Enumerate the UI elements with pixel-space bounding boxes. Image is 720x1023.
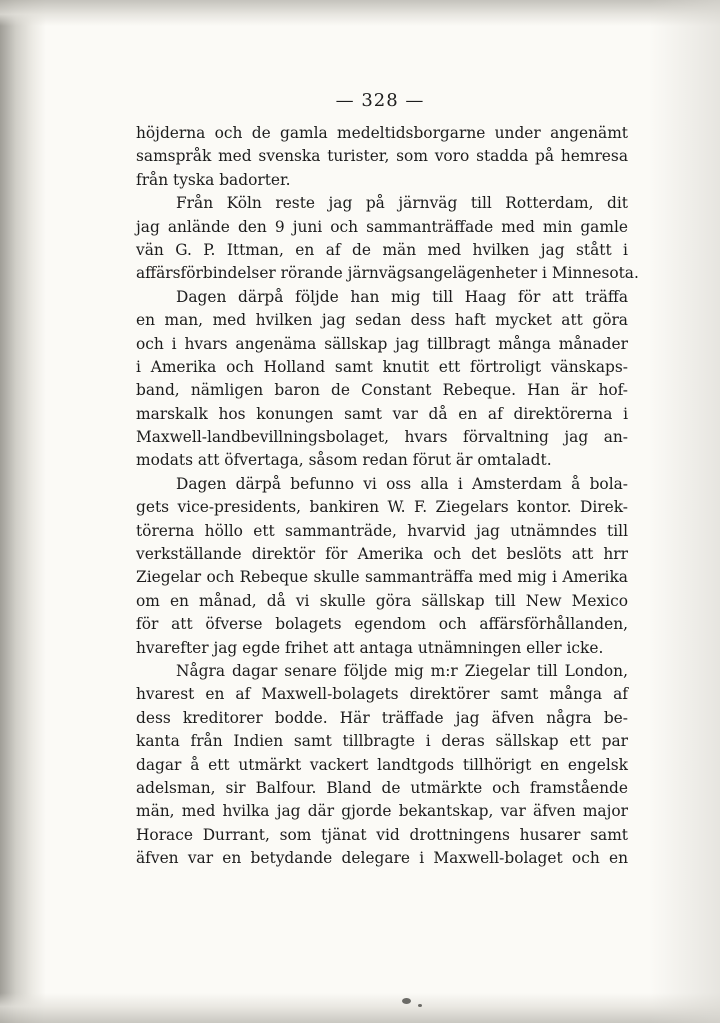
text-line: och i hvars angenäma sällskap jag tillbragt många månader [136, 334, 628, 353]
text-line: Ziegelar och Rebeque skulle sammanträffa med mig i Amerika [136, 568, 628, 587]
text-line: Dagen därpå följde han mig till Haag för att träffa [176, 287, 628, 306]
text-line: män, med hvilka jag där gjorde bekantskap, var äfven major [136, 802, 628, 821]
text-line: adelsman, sir Balfour. Bland de utmärkte och framstående [136, 778, 628, 797]
text-line: Några dagar senare följde mig m:r Ziegelar till London, [176, 661, 628, 680]
text-line: gets vice-presidents, bankiren W. F. Ziegelars kontor. Direk- [136, 498, 628, 517]
text-line: band, nämligen baron de Constant Rebeque. Han är hof- [136, 381, 628, 400]
text-line: jag anlände den 9 juni och sammanträffade med min gamle [136, 217, 628, 236]
text-line: dagar å ett utmärkt vackert landtgods tillhörigt en engelsk [136, 755, 628, 774]
text-line: för att öfverse bolagets egendom och affärsförhållanden, [136, 615, 628, 634]
text-line: i Amerika och Holland samt knutit ett förtroligt vänskaps- [136, 357, 628, 376]
text-line: äfven var en betydande delegare i Maxwell-bolaget och en [136, 849, 628, 868]
ink-speck [418, 1004, 422, 1007]
ink-speck [402, 998, 411, 1004]
text-line: verkställande direktör för Amerika och det beslöts att hrr [136, 545, 628, 564]
page-shadow-right [650, 0, 720, 1023]
text-line: Horace Durrant, som tjänat vid drottningens husarer samt [136, 825, 628, 844]
text-line: dess kreditorer bodde. Här träffade jag äfven några be- [136, 708, 628, 727]
text-line: hvarest en af Maxwell-bolagets direktörer samt många af [136, 685, 628, 704]
text-line: modats att öfvertaga, såsom redan förut är omtaladt. [136, 451, 552, 470]
text-line: samspråk med svenska turister, som voro stadda på hemresa [136, 147, 628, 166]
text-line: höjderna och de gamla medeltidsborgarne under angenämt [136, 124, 628, 142]
page-shadow-bottom [0, 993, 720, 1023]
page-shadow-left [0, 0, 46, 1023]
text-line: hvarefter jag egde frihet att antaga utnämningen eller icke. [136, 638, 604, 657]
text-line: Maxwell-landbevillningsbolaget, hvars förvaltning jag an- [136, 428, 628, 447]
text-line: en man, med hvilken jag sedan dess haft mycket att göra [136, 311, 628, 330]
page-shadow-top [0, 0, 720, 26]
body-text [136, 122, 639, 871]
text-line: från tyska badorter. [136, 170, 291, 189]
text-line: törerna höllo ett sammanträde, hvarvid jag utnämndes till [136, 521, 628, 540]
text-line: Från Köln reste jag på järnväg till Rotterdam, dit [176, 194, 628, 213]
text-line: marskalk hos konungen samt var då en af direktörerna i [136, 404, 628, 423]
text-line: vän G. P. Ittman, en af de män med hvilken jag stått i [136, 240, 628, 259]
page-number: — 328 — [335, 90, 425, 111]
text-line: kanta från Indien samt tillbragte i deras sällskap ett par [136, 732, 628, 751]
text-line: om en månad, då vi skulle göra sällskap till New Mexico [136, 591, 628, 610]
text-line: affärsförbindelser rörande järnvägsangelägenheter i Minnesota. [136, 264, 639, 283]
text-line: Dagen därpå befunno vi oss alla i Amsterdam å bola- [176, 474, 628, 493]
